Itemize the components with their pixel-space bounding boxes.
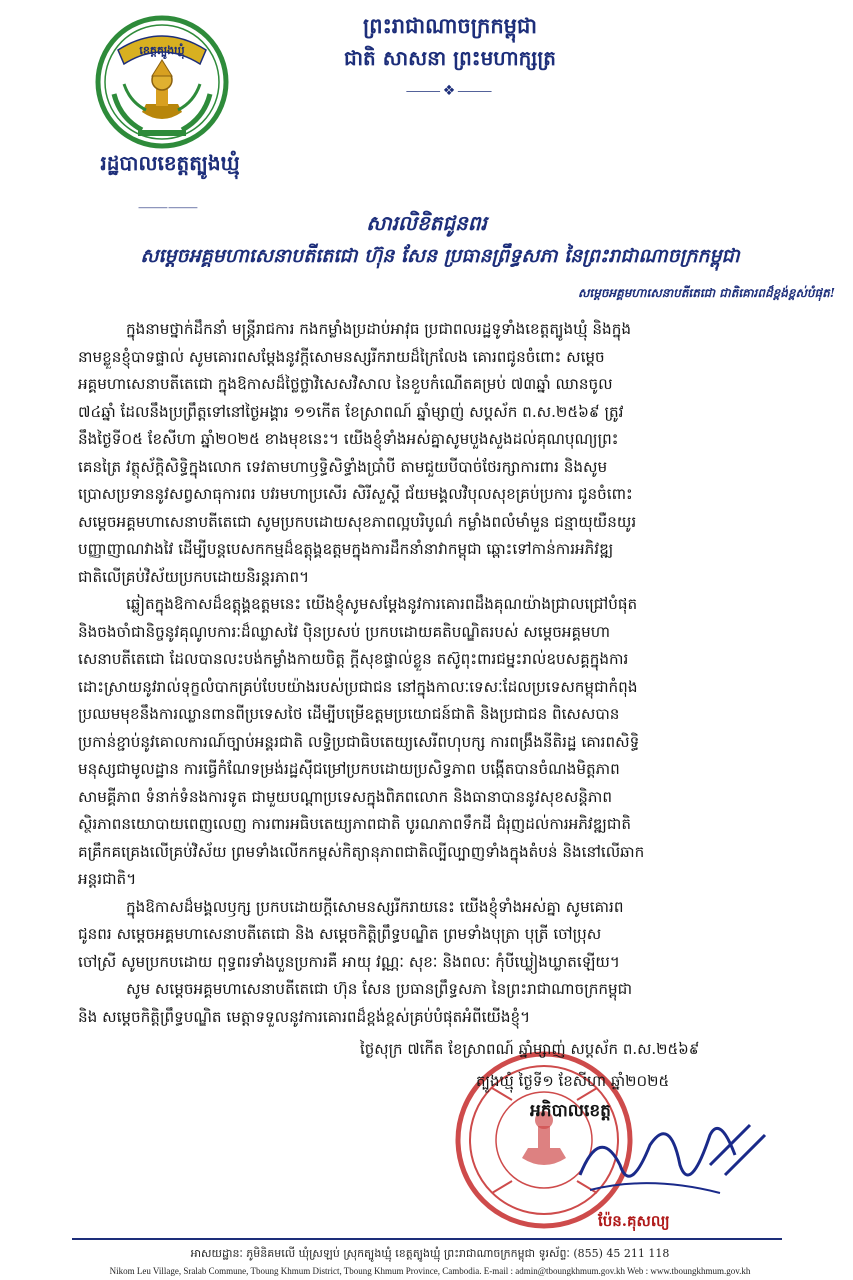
body-line: ដោះស្រាយនូវរាល់ទុក្ខលំបាកគ្រប់បែបយ៉ាងរបស់ប្រជាជន នៅក្នុងកាលៈទេសៈដែលប្រទេសកម្ពុជាកំពុង (78, 677, 638, 696)
body-line: ជូនពរ សម្តេចអគ្គមហាសេនាបតីតេជោ និង សម្តេចកិត្តិព្រឹទ្ធបណ្ឌិត ព្រមទាំងបុត្រា បុត្រី ចៅប្រុស (78, 925, 602, 943)
body-line: ប្រឈមមុខនឹងការឈ្លានពានពីប្រទេសថៃ ដើម្បីបម្រើឧត្តមប្រយោជន៍ជាតិ និងប្រជាជន ពិសេសបាន (78, 705, 620, 723)
body-line: និងចងចាំជានិច្ចនូវគុណូបការៈដ៏ឈ្លាសវៃ ប៉ិនប្រសប់ ប្រកបដោយគតិបណ្ឌិតរបស់ សម្តេចអគ្គមហា (78, 622, 611, 641)
body-line: ក្នុងនាមថ្នាក់ដឹកនាំ មន្ត្រីរាជការ កងកម្លាំងប្រដាប់អាវុធ ប្រជាពលរដ្ឋទូទាំងខេត្តត្បូងឃ្មុំ និងក្នុង (126, 320, 631, 338)
body-line: នាមខ្លួនខ្ញុំបាទផ្ទាល់ សូមគោរពសម្តែងនូវក្តីសោមនស្សរីករាយដ៏ក្រៃលែង គោរពជូនចំពោះ សម្តេច (78, 347, 605, 366)
lunar-date: ថ្ងៃសុក្រ ៧កើត ខែស្រាពណ៍ ឆ្នាំម្សាញ់ សប្តស័ក ព.ស.២៥៦៩ (360, 1040, 700, 1058)
body-line: គេនត្រៃ វត្ថុស័ក្តិសិទ្ធិក្នុងលោក ទេវតាមហាឫទ្ធិសិទ្ធាំងប្រាំបី តាមជួយបីបាច់ថែរក្សាការពារ និងសូម (78, 457, 608, 476)
solar-date: ត្បូងឃ្មុំ ថ្ងៃទី១ ខែសីហា ឆ្នាំ២០២៥ (476, 1072, 670, 1090)
document-salutation: សម្តេចអគ្គមហាសេនាបតីតេជោ ជាតិគោរពដ៏ខ្ពង់ខ្ពស់បំផុត! (577, 286, 835, 300)
provincial-seal-icon (94, 14, 230, 150)
body-line: និង សម្តេចកិត្តិព្រឹទ្ធបណ្ឌិត មេត្តាទទួលនូវការគោរពដ៏ខ្ពង់ខ្ពស់គ្រប់បំផុតអំពីយើងខ្ញុំ។ (78, 1007, 531, 1026)
body-line: សាមគ្គីភាព ទំនាក់ទំនងការទូត ជាមួយបណ្តាប្រទេសក្នុងពិភពលោក និងធានាបាននូវសុខសន្តិភាព (78, 787, 613, 806)
body-line: ស្ថិរភាពនយោបាយពេញលេញ ការពារអធិបតេយ្យភាពជាតិ បូរណភាពទឹកដី ជំរុញដល់ការអភិវឌ្ឍជាតិ (78, 815, 632, 833)
body-line: មនុស្សជាមូលដ្ឋាន ការធ្វើកំណែទម្រង់រដ្ឋស៊ីជម្រៅប្រកបដោយប្រសិទ្ធភាព បង្កើតបានចំណងមិត្តភាព (78, 760, 620, 778)
footer-divider (72, 1238, 782, 1240)
footer-address-khmer: អាសយដ្ឋានៈ ភូមិនិគមលើ ឃុំស្រឡប់ ស្រុកត្បូងឃ្មុំ ខេត្តត្បូងឃ្មុំ ព្រះរាជាណាចក្រកម្ពុជា ទូរស័ព្ទៈ (855) 45 211 118 (190, 1247, 670, 1260)
signer-name: ប៉ែន.គុសល្យ (598, 1212, 670, 1230)
provincial-logo (94, 14, 230, 150)
body-line: ជាតិលើគ្រប់វិស័យប្រកបដោយនិរន្តរភាព។ (78, 567, 310, 586)
kingdom-name: ព្រះរាជាណាចក្រកម្ពុជា (362, 13, 537, 38)
body-line: សេនាបតីតេជោ ដែលបានលះបង់កម្លាំងកាយចិត្ត ក្តីសុខផ្ទាល់ខ្លួន តស៊ូពុះពារជម្នះរាល់ឧបសគ្គក្នុងការ (78, 650, 629, 668)
body-line: ប្រកាន់ខ្ជាប់នូវគោលការណ៍ច្បាប់អន្តរជាតិ លទ្ធិប្រជាធិបតេយ្យសេរីពហុបក្ស ការពង្រឹងនីតិរដ្ឋ គោរពសិទ្ធិ (78, 732, 640, 751)
body-line: ប្រោសប្រទាននូវសព្វសាធុការពរ បវរមហាប្រសើរ សិរីសួស្តី ជ័យមង្គលវិបុលសុខគ្រប់ប្រការ ជូនចំពោះ (78, 485, 633, 503)
signer-title: អភិបាលខេត្ត (530, 1101, 611, 1121)
header-divider: ⸻❖⸻ (405, 83, 495, 99)
body-line: បញ្ញាញាណវាងវៃ ដើម្បីបន្តបេសកកម្មដ៏ឧត្តុង្គឧត្តមក្នុងការដឹកនាំនាវាកម្ពុជា ឆ្ពោះទៅកាន់ការអភិវឌ្ឍ (78, 540, 614, 558)
body-line: ចៅស្រី សូមប្រកបដោយ ពុទ្ធពរទាំងបួនប្រការគឺ អាយុ វណ្ណៈ សុខៈ និងពលៈ កុំបីឃ្លៀងឃ្លាតឡើយ។ (78, 952, 620, 971)
authority-divider: ⸻⸻ (138, 200, 198, 214)
body-line: អន្តរជាតិ។ (78, 870, 137, 888)
document-title: សារលិខិតជូនពរ (366, 211, 487, 235)
kingdom-header (300, 10, 600, 74)
footer-address-english: Nikom Leu Village, Sralab Commune, Tboung Khmum District, Tboung Khmum Province, Cambodia. E-mail : admin@tboungkhmum.gov.kh Web : www.tboungkhmum.gov.kh (109, 1266, 751, 1276)
body-line: អគ្គមហាសេនាបតីតេជោ ក្នុងឱកាសដ៏ថ្លៃថ្លាវិសេសវិសាល នៃខួបកំណើតគម្រប់ ៧៣ឆ្នាំ ឈានចូល (78, 375, 613, 393)
body-line: ក្នុងឱកាសដ៏មង្គលឫក្ស ប្រកបដោយក្តីសោមនស្សរីករាយនេះ យើងខ្ញុំទាំងអស់គ្នា សូមគោរព (126, 897, 624, 916)
body-line: នឹងថ្ងៃទី០៥ ខែសីហា ឆ្នាំ២០២៥ ខាងមុខនេះ។ យើងខ្ញុំទាំងអស់គ្នាសូមបួងសួងដល់គុណបុណ្យព្រះ (78, 430, 619, 448)
body-line: គគ្រឹកគគ្រេងលើគ្រប់វិស័យ ព្រមទាំងលើកកម្ពស់កិត្យានុភាពជាតិល្បីល្បាញទាំងក្នុងតំបន់ និងនៅលើឆាក (78, 842, 645, 861)
body-line: ឆ្លៀតក្នុងឱកាសដ៏ឧត្តុង្គឧត្តមនេះ យើងខ្ញុំសូមសម្តែងនូវការគោរពដឹងគុណយ៉ាងជ្រាលជ្រៅបំផុត (126, 595, 638, 613)
body-line: ៧៤ឆ្នាំ ដែលនឹងប្រព្រឹត្តទៅនៅថ្ងៃអង្គារ ១១កើត ខែស្រាពណ៍ ឆ្នាំម្សាញ់ សប្តស័ក ព.ស.២៥៦៩ ត្រូវ (78, 402, 624, 421)
body-line: សម្តេចអគ្គមហាសេនាបតីតេជោ សូមប្រកបដោយសុខភាពល្អបរិបូណ៌ កម្លាំងពលំមាំមួន ជន្មាយុយឺនយូរ (78, 512, 637, 531)
document-recipient: សម្តេចអគ្គមហាសេនាបតីតេជោ ហ៊ុន សែន ប្រធានព្រឹទ្ធសភា នៃព្រះរាជាណាចក្រកម្ពុជា (140, 245, 740, 267)
svg-text:ខេត្តត្បូងឃ្មុំ: ខេត្តត្បូងឃ្មុំ (139, 44, 185, 57)
letter-body (78, 316, 778, 1031)
issuing-authority: រដ្ឋបាលខេត្តត្បូងឃ្មុំ (100, 151, 240, 175)
national-motto: ជាតិ សាសនា ព្រះមហាក្សត្រ (344, 46, 556, 70)
body-line: សូម សម្តេចអគ្គមហាសេនាបតីតេជោ ហ៊ុន សែន ប្រធានព្រឹទ្ធសភា នៃព្រះរាជាណាចក្រកម្ពុជា (126, 980, 633, 998)
